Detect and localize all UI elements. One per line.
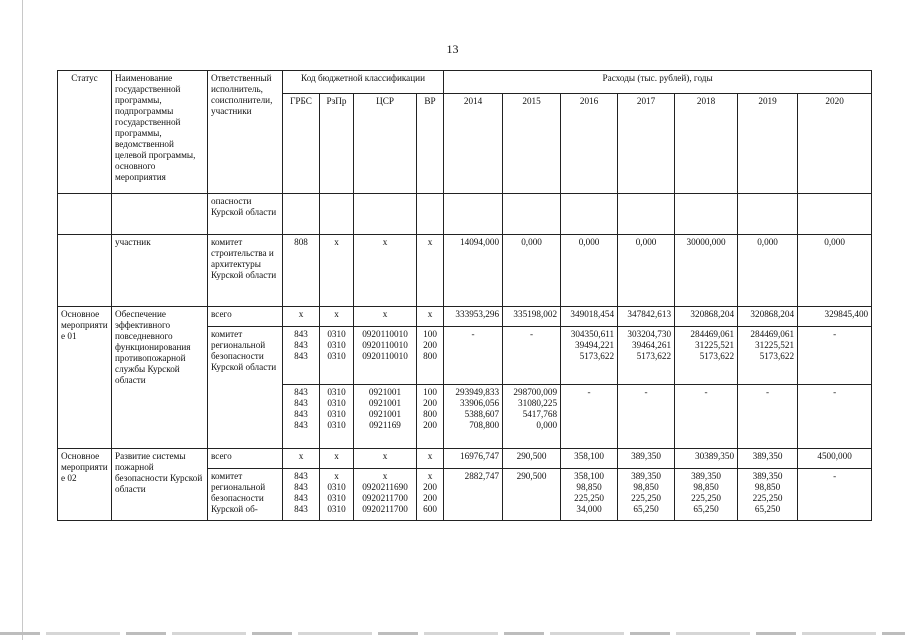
header-vr: ВР [417, 94, 444, 194]
header-year-2014: 2014 [444, 94, 503, 194]
header-year-2017: 2017 [618, 94, 675, 194]
header-status: Статус [58, 71, 112, 194]
table-row: комитет региональной безопасности Курской об- 843 843 843 843 х 0310 0310 0310 х 0920211690 0920211700 0920211700 х 200 200 600 2882,747 290,500 358,100 98,850 225,250 34,000 389,350 98,850 225,250 65,250 389,350 98,850 225,250 65,250 389,350 98,850 225,250 65,250 - [58, 469, 872, 521]
responsible-cell: комитет строительства и архитектуры Курской области [208, 235, 283, 307]
table-row: участник комитет строительства и архитектуры Курской области 808 х х х 14094,000 0,000 0,000 0,000 30000,000 0,000 0,000 [58, 235, 872, 307]
table-row: 843 843 843 843 0310 0310 0310 0310 0921001 0921001 0921001 0921169 100 200 800 200 293949,833 33906,056 5388,607 708,800 298700,009 31080,225 5417,768 0,000 - - - - - [58, 385, 872, 449]
status-cell: Основное мероприятие 01 [58, 307, 112, 449]
scan-edge-line [22, 0, 23, 640]
measure-name: Развитие системы пожарной безопасности Курской области [112, 449, 208, 521]
header-year-2016: 2016 [561, 94, 618, 194]
budget-table [57, 70, 872, 521]
header-rzpr: РзПр [320, 94, 354, 194]
table-row [58, 194, 872, 235]
table-row: Основное мероприятие 01 Обеспечение эффективного повседневного функционирования противопожарной службы Курской области всего х х х х 333953,296 335198,002 349018,454 347842,613 320868,204 320868,204 329845,400 [58, 307, 872, 327]
participant-label: участник [112, 235, 208, 307]
header-responsible: Ответственный исполнитель, соисполнители, участники [208, 71, 283, 194]
header-csr: ЦСР [354, 94, 417, 194]
header-year-2018: 2018 [675, 94, 738, 194]
header-year-2015: 2015 [503, 94, 561, 194]
page-number: 13 [446, 42, 459, 56]
header-year-2020: 2020 [798, 94, 872, 194]
responsible-cell: комитет региональной безопасности Курской области [208, 327, 283, 449]
header-budget-code: Код бюджетной классификации [283, 71, 444, 94]
status-cell: Основное мероприятие 02 [58, 449, 112, 521]
responsible-cell: комитет региональной безопасности Курской об- [208, 469, 283, 521]
header-grbs: ГРБС [283, 94, 320, 194]
header-expenses: Расходы (тыс. рублей), годы [444, 71, 872, 94]
table-row: Основное мероприятие 02 Развитие системы пожарной безопасности Курской области всего х х х х 16976,747 290,500 358,100 389,350 30389,350 389,350 4500,000 [58, 449, 872, 469]
header-year-2019: 2019 [738, 94, 798, 194]
header-name: Наименование государственной программы, подпрограммы государственной программы, ведомственной целевой программы, основного мероприятия [112, 71, 208, 194]
responsible-cell: опасности Курской области [208, 194, 283, 235]
header-row-1 [58, 71, 872, 94]
measure-name: Обеспечение эффективного повседневного функционирования противопожарной службы Курской области [112, 307, 208, 449]
table-row: комитет региональной безопасности Курской области 843 843 843 0310 0310 0310 0920110010 0920110010 0920110010 100 200 800 - - 304350,611 39494,221 5173,622 303204,730 39464,261 5173,622 284469,061 31225,521 5173,622 284469,061 31225,521 5173,622 - [58, 327, 872, 385]
scan-bottom-artifact [0, 632, 905, 635]
